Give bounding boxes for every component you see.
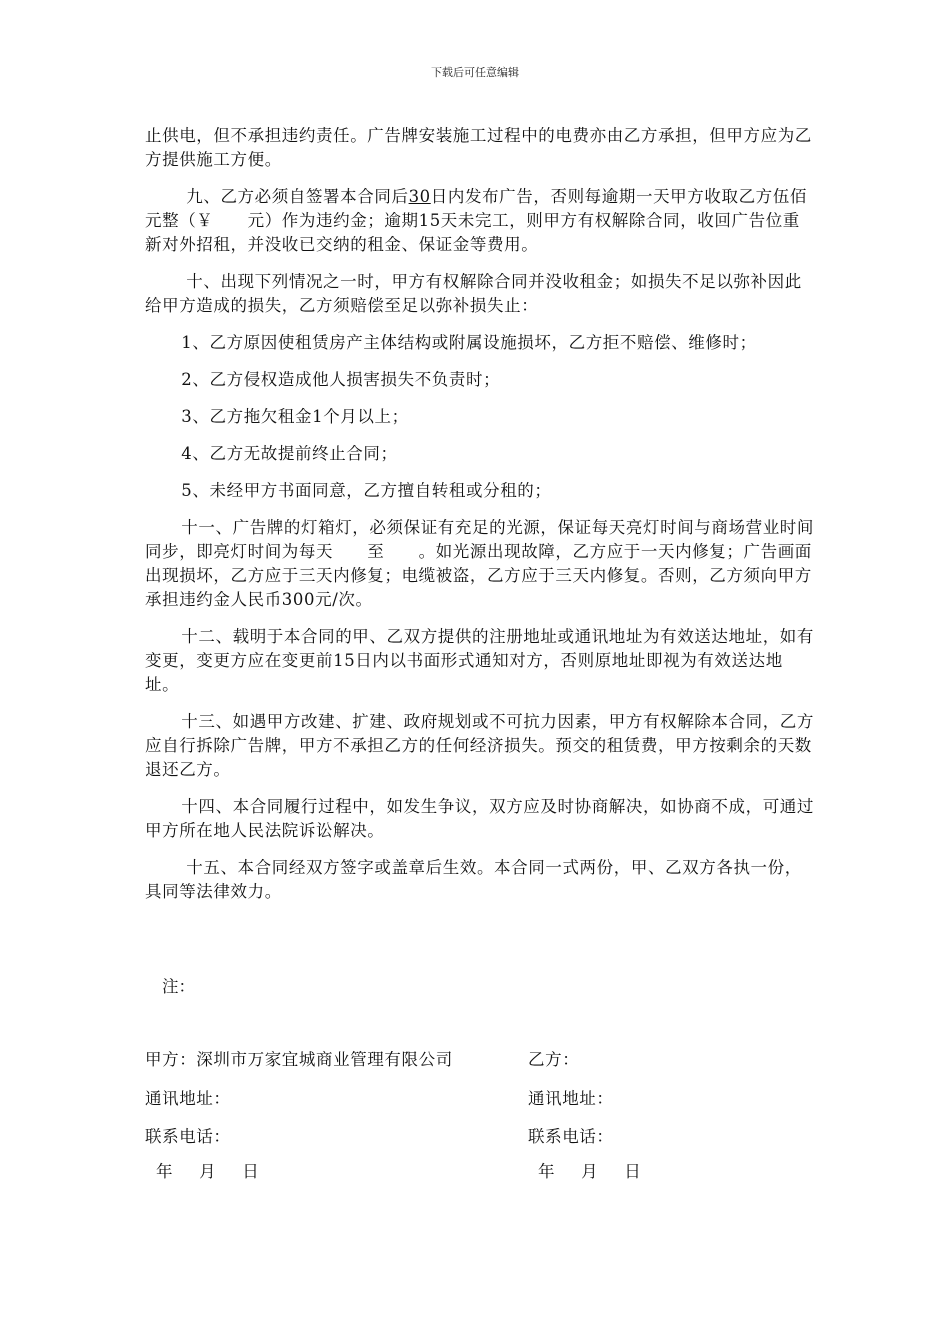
- party-a-month: 月: [199, 1162, 217, 1181]
- paragraph-power-supply: 止供电，但不承担违约责任。广告牌安装施工过程中的电费亦由乙方承担，但甲方应为乙方提供施工方便。: [145, 126, 812, 169]
- party-a-phone: 联系电话：: [145, 1127, 231, 1146]
- clause-15: 十五、本合同经双方签字或盖章后生效。本合同一式两份，甲、乙双方各执一份，具同等法律效力。: [145, 858, 802, 901]
- clause-9: [145, 185, 815, 257]
- party-b-name: 乙方：: [528, 1050, 580, 1069]
- clause-10-item-2: 2、乙方侵权造成他人损害损失不负责时；: [181, 370, 501, 389]
- party-b-year: 年: [538, 1162, 556, 1181]
- clause-14: 十四、本合同履行过程中，如发生争议，双方应及时协商解决，如协商不成，可通过甲方所在地人民法院诉讼解决。: [145, 797, 814, 840]
- party-b-date: [538, 1158, 641, 1182]
- party-a-address: 通讯地址：: [145, 1089, 231, 1108]
- clause-10-item-3: 3、乙方拖欠租金1个月以上；: [181, 407, 409, 426]
- clause-12: 十二、载明于本合同的甲、乙双方提供的注册地址或通讯地址为有效送达地址，如有变更，变更方应在变更前15日内以书面形式通知对方，否则原地址即视为有效送达地址。: [145, 627, 814, 694]
- party-a-day: 日: [242, 1162, 260, 1181]
- contract-body: [145, 124, 815, 917]
- party-b-day: 日: [624, 1162, 642, 1181]
- party-a-name: 甲方：深圳市万家宜城商业管理有限公司: [145, 1050, 453, 1069]
- party-b-phone: 联系电话：: [528, 1127, 614, 1146]
- party-a-date: [156, 1158, 259, 1182]
- clause-10-item-1: 1、乙方原因使租赁房产主体结构或附属设施损坏，乙方拒不赔偿、维修时；: [181, 333, 757, 352]
- note-label: 注：: [162, 977, 195, 996]
- clause-10: 十、出现下列情况之一时，甲方有权解除合同并没收租金；如损失不足以弥补因此给甲方造成的损失，乙方须赔偿至足以弥补损失止：: [145, 272, 802, 315]
- clause-9-text-a: 九、乙方必须自签署本合同后: [186, 187, 409, 206]
- page-header: 下载后可任意编辑: [431, 66, 519, 79]
- clause-9-text-b: 日内发布广告，否则每逾期一天甲方收取乙方伍佰元整（￥ 元）作为违约金；逾期15天未完工，则甲方有权解除合同，收回广告位重新对外招租，并没收已交纳的租金、保证金等费用。: [145, 187, 807, 254]
- clause-9-days: 30: [408, 187, 431, 206]
- party-b-address: 通讯地址：: [528, 1089, 614, 1108]
- party-b-month: 月: [581, 1162, 599, 1181]
- clause-10-item-5: 5、未经甲方书面同意，乙方擅自转租或分租的；: [181, 481, 552, 500]
- party-a-year: 年: [156, 1162, 174, 1181]
- clause-11: 十一、广告牌的灯箱灯，必须保证有充足的光源，保证每天亮灯时间与商场营业时间同步，即亮灯时间为每天 至 。如光源出现故障，乙方应于一天内修复；广告画面出现损坏，乙方应于三天内修复；电缆被盗，乙方应于三天内修复。否则，乙方须向甲方承担违约金人民币300元/次。: [145, 518, 814, 609]
- clause-10-item-4: 4、乙方无故提前终止合同；: [181, 444, 398, 463]
- clause-13: 十三、如遇甲方改建、扩建、政府规划或不可抗力因素，甲方有权解除本合同，乙方应自行拆除广告牌，甲方不承担乙方的任何经济损失。预交的租赁费，甲方按剩余的天数退还乙方。: [145, 712, 814, 779]
